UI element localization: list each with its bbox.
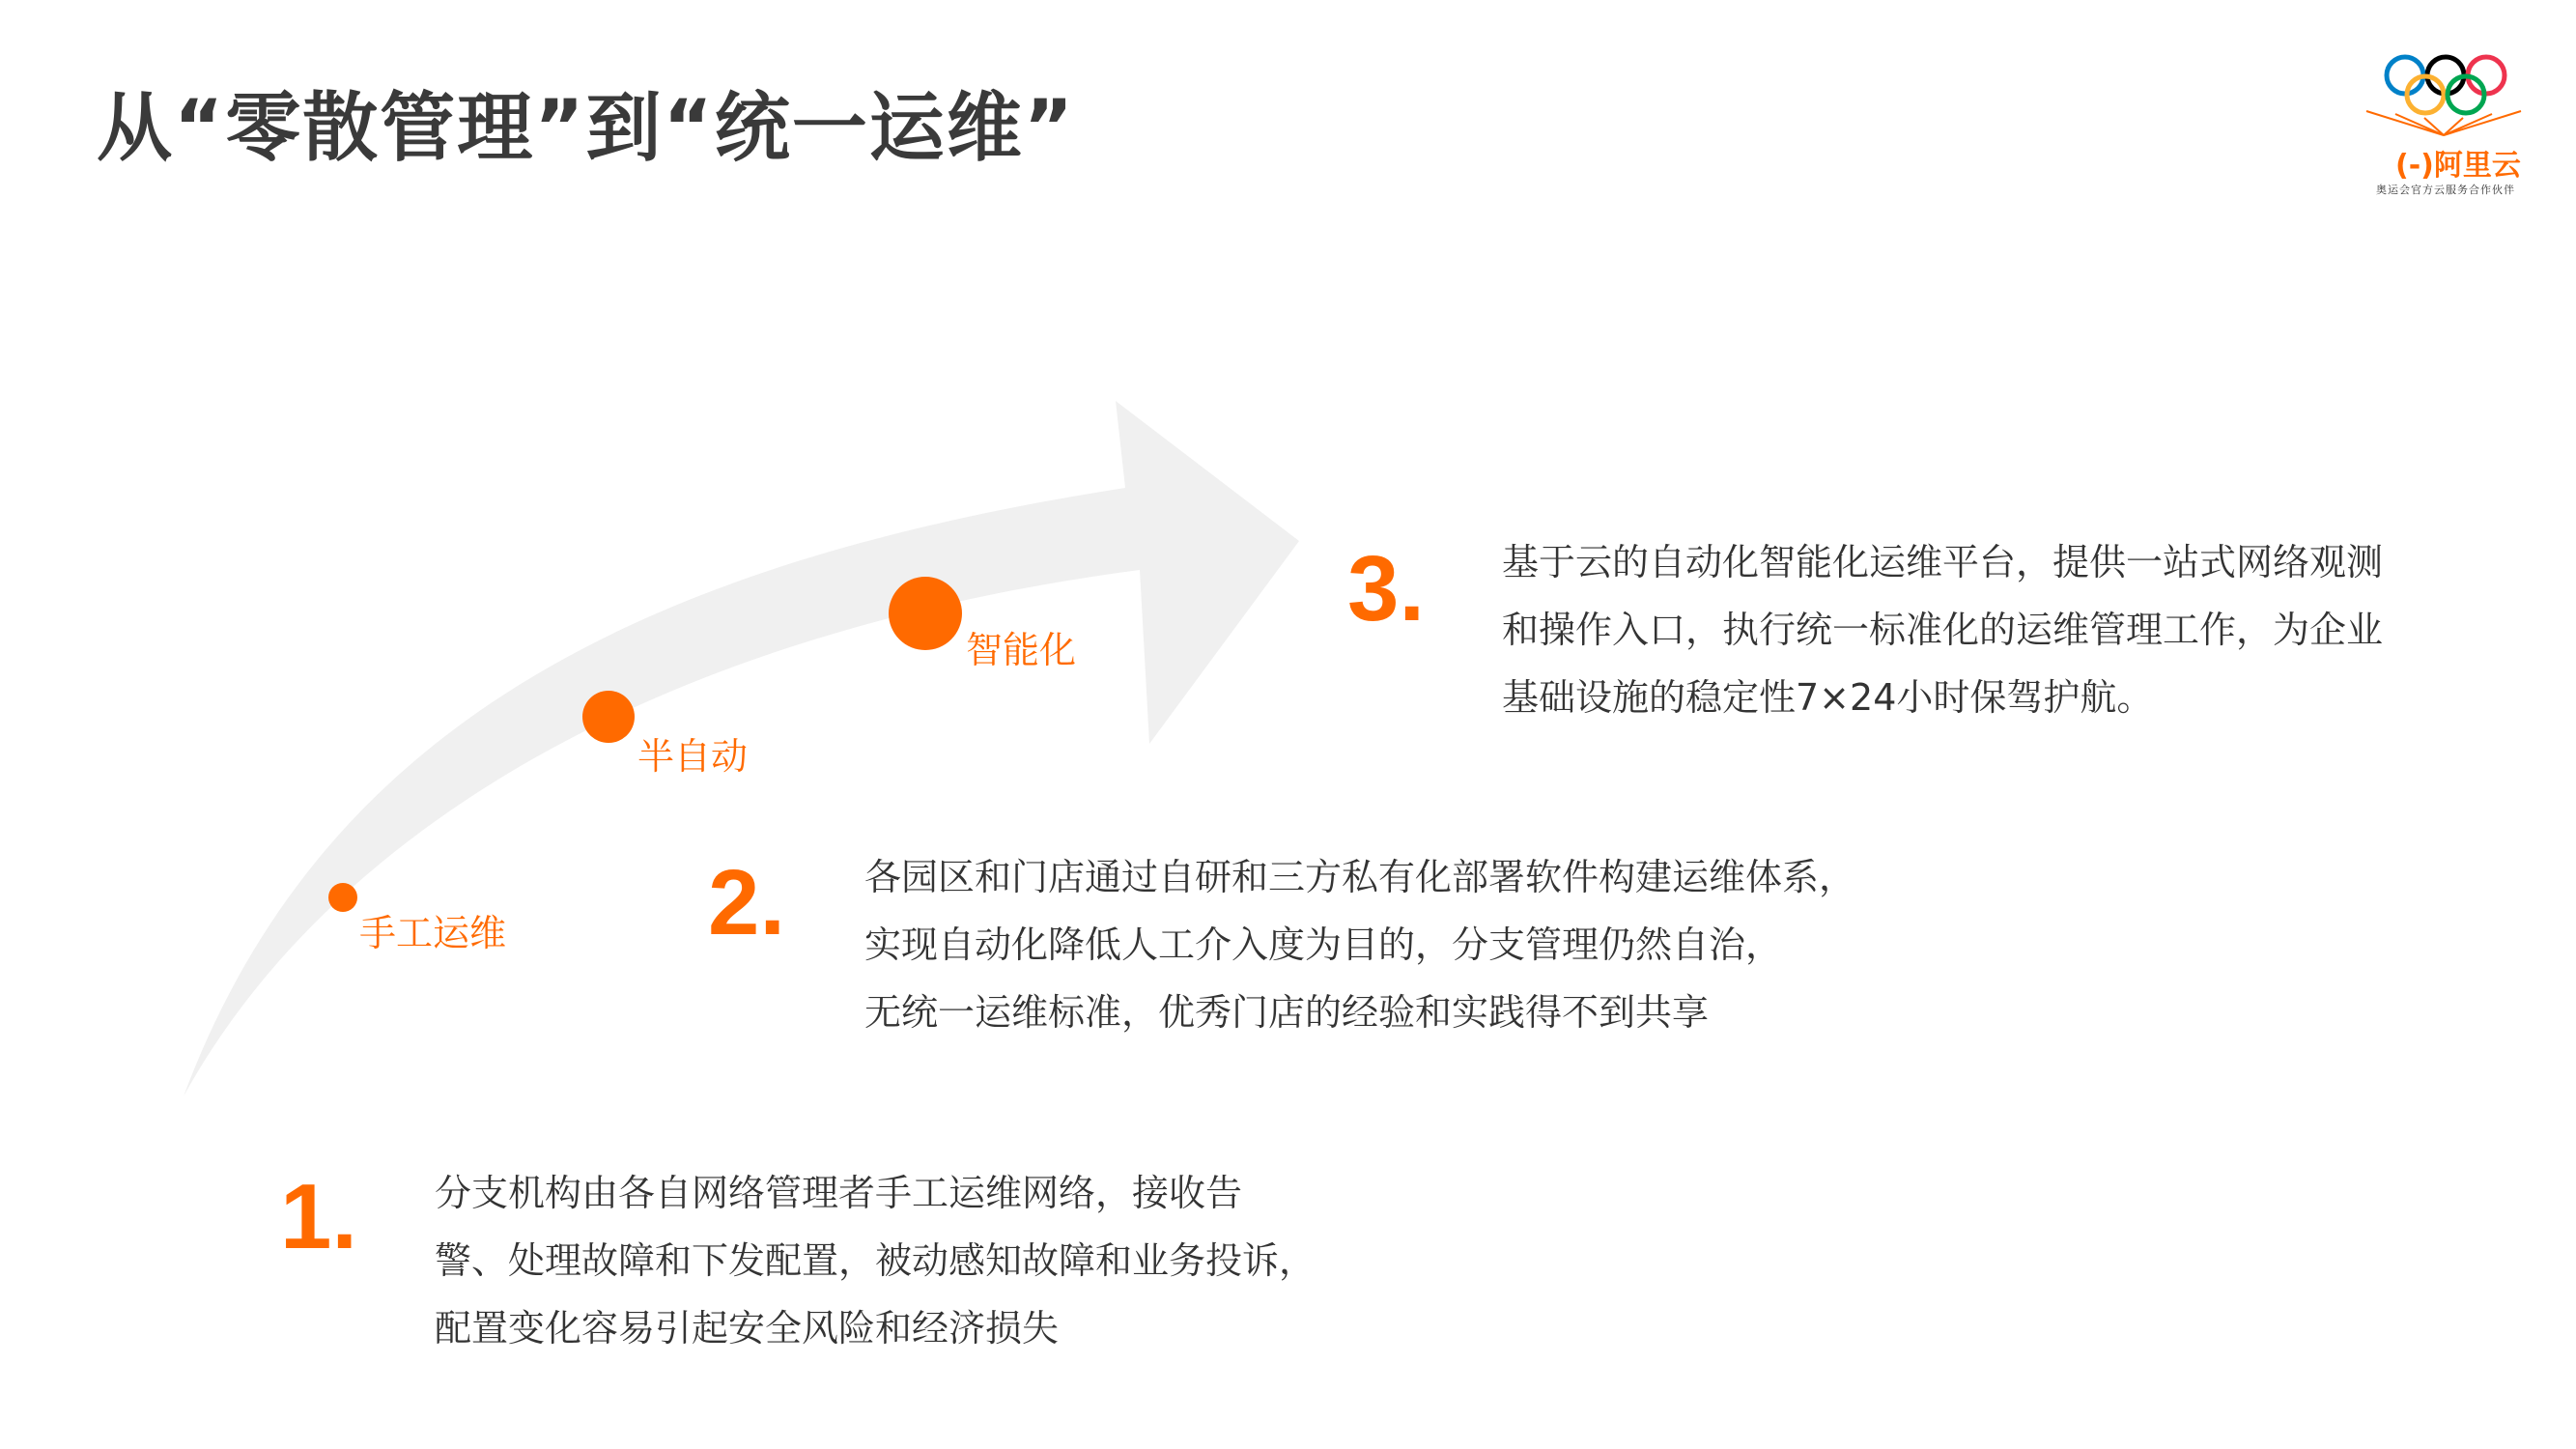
alibaba-cloud-olympic-logo	[2337, 48, 2550, 203]
stage-label-manual: 手工运维	[359, 912, 507, 954]
step-1-line-2: 警、处理故障和下发配置，被动感知故障和业务投诉，	[435, 1239, 1316, 1282]
stage-dot-intelligent	[889, 577, 962, 650]
step-2-line-3: 无统一运维标准，优秀门店的经验和实践得不到共享	[864, 991, 1710, 1034]
brand-name: (-)阿里云	[2395, 149, 2521, 183]
stage-label-intelligent: 智能化	[966, 629, 1077, 671]
step-3-number: 3.	[1347, 537, 1426, 640]
step-1-line-1: 分支机构由各自网络管理者手工运维网络，接收告	[435, 1172, 1243, 1214]
step-3-line-1: 基于云的自动化智能化运维平台，提供一站式网络观测	[1502, 541, 2384, 583]
step-1-line-3: 配置变化容易引起安全风险和经济损失	[435, 1307, 1060, 1350]
step-3-line-2: 和操作入口，执行统一标准化的运维管理工作，为企业	[1502, 609, 2384, 651]
brand-subtitle: 奥运会官方云服务合作伙伴	[2376, 184, 2515, 196]
step-2-line-1: 各园区和门店通过自研和三方私有化部署软件构建运维体系，	[864, 856, 1856, 898]
step-2-number: 2.	[708, 851, 786, 954]
step-2-line-2: 实现自动化降低人工介入度为目的，分支管理仍然自治，	[864, 923, 1783, 966]
page-title: 从“零散管理”到“统一运维”	[97, 85, 1076, 172]
step-3-description	[1502, 528, 2383, 731]
stage-dot-semi-auto	[582, 691, 635, 743]
step-1-number: 1.	[280, 1165, 358, 1268]
olympic-rings-icon	[2337, 48, 2550, 145]
step-1-description	[435, 1159, 1316, 1362]
stage-label-semi-auto: 半自动	[637, 735, 749, 778]
step-2-description	[864, 843, 1855, 1046]
stage-dot-manual	[328, 883, 357, 912]
step-3-line-3: 基础设施的稳定性7×24小时保驾护航。	[1502, 676, 2154, 719]
